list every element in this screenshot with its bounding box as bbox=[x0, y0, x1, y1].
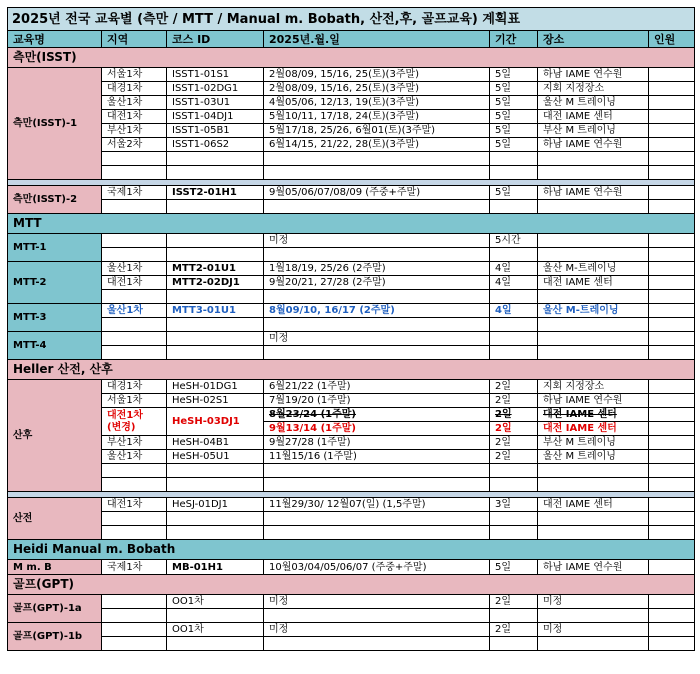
date-cell: 11월15/16 (1주말) bbox=[264, 450, 490, 464]
place-cell: 대전 IAME 센터 bbox=[538, 276, 649, 290]
period-cell: 5시간 bbox=[490, 234, 538, 248]
place-cell: 울산 M 트레이닝 bbox=[538, 96, 649, 110]
period-cell: 2일 bbox=[490, 436, 538, 450]
date-cell: 11월29/30/ 12월07(일) (1,5주말) bbox=[264, 498, 490, 512]
region-cell: 부산1차 bbox=[102, 436, 167, 450]
empty-row bbox=[8, 346, 695, 360]
period-cell: 5일 bbox=[490, 138, 538, 152]
course-id-cell: OO1차 bbox=[167, 595, 264, 609]
place-cell: 울산 M-트레이닝 bbox=[538, 262, 649, 276]
header-cell: 2025년.월.일 bbox=[264, 31, 490, 48]
table-row bbox=[8, 124, 695, 138]
date-cell: 10월03/04/05/06/07 (주중+주말) bbox=[264, 560, 490, 575]
place-cell: 하남 IAME 연수원 bbox=[538, 138, 649, 152]
region-cell: 부산1차 bbox=[102, 124, 167, 138]
header-cell: 코스 ID bbox=[167, 31, 264, 48]
changed-row-old bbox=[8, 408, 695, 422]
count-cell bbox=[649, 110, 695, 124]
table-row bbox=[8, 332, 695, 346]
period-cell: 2일 bbox=[490, 450, 538, 464]
period-cell: 2일 bbox=[490, 380, 538, 394]
table-row bbox=[8, 498, 695, 512]
place-cell: 지회 지정장소 bbox=[538, 380, 649, 394]
course-id-cell: ISST1-03U1 bbox=[167, 96, 264, 110]
date-cell: 5월17/18, 25/26, 6월01(토)(3주말) bbox=[264, 124, 490, 138]
new-period-cell: 2일 bbox=[490, 422, 538, 436]
empty-row bbox=[8, 637, 695, 651]
course-id-cell: HeSH-04B1 bbox=[167, 436, 264, 450]
old-period-cell: 2일 bbox=[490, 408, 538, 422]
region-cell: 울산1차 bbox=[102, 262, 167, 276]
region-cell: 대전1차 bbox=[102, 498, 167, 512]
period-cell: 2일 bbox=[490, 595, 538, 609]
section-title-isst: 측만(ISST) bbox=[8, 48, 695, 68]
place-cell: 대전 IAME 센터 bbox=[538, 498, 649, 512]
group-name-mtt2: MTT-2 bbox=[8, 262, 102, 304]
date-cell: 5월10/11, 17/18, 24(토)(3주말) bbox=[264, 110, 490, 124]
period-cell: 5일 bbox=[490, 560, 538, 575]
period-cell: 4일 bbox=[490, 304, 538, 318]
region-cell: 대전1차 bbox=[102, 110, 167, 124]
header-cell: 지역 bbox=[102, 31, 167, 48]
course-id-cell: HeSH-01DG1 bbox=[167, 380, 264, 394]
date-cell: 9월27/28 (1주말) bbox=[264, 436, 490, 450]
changed-course-id: HeSH-03DJ1 bbox=[167, 408, 264, 436]
region-cell: 서울1차 bbox=[102, 68, 167, 82]
table-row bbox=[8, 138, 695, 152]
period-cell: 5일 bbox=[490, 96, 538, 110]
empty-row bbox=[8, 526, 695, 540]
course-id-cell: HeSH-05U1 bbox=[167, 450, 264, 464]
place-cell: 하남 IAME 연수원 bbox=[538, 68, 649, 82]
section-row bbox=[8, 48, 695, 68]
count-cell bbox=[649, 186, 695, 200]
group-name-mtt4: MTT-4 bbox=[8, 332, 102, 360]
course-id-cell: ISST1-05B1 bbox=[167, 124, 264, 138]
count-cell bbox=[649, 82, 695, 96]
count-cell bbox=[649, 68, 695, 82]
section-row bbox=[8, 575, 695, 595]
date-cell: 2월08/09, 15/16, 25(토)(3주말) bbox=[264, 68, 490, 82]
course-id-cell: HeSH-02S1 bbox=[167, 394, 264, 408]
new-date-cell: 9월13/14 (1주말) bbox=[264, 422, 490, 436]
section-title-heller: Heller 산전, 산후 bbox=[8, 360, 695, 380]
old-date-cell: 8월23/24 (1주말) bbox=[264, 408, 490, 422]
date-cell: 8월09/10, 16/17 (2주말) bbox=[264, 304, 490, 318]
table-row bbox=[8, 560, 695, 575]
region-cell: 울산1차 bbox=[102, 96, 167, 110]
date-cell: 미정 bbox=[264, 234, 490, 248]
section-row bbox=[8, 540, 695, 560]
table-row bbox=[8, 262, 695, 276]
group-name-mtt3: MTT-3 bbox=[8, 304, 102, 332]
place-cell: 부산 M 트레이닝 bbox=[538, 124, 649, 138]
period-cell: 4일 bbox=[490, 262, 538, 276]
schedule-table bbox=[7, 7, 695, 651]
table-row bbox=[8, 82, 695, 96]
course-id-cell: OO1차 bbox=[167, 623, 264, 637]
count-cell bbox=[649, 124, 695, 138]
place-cell: 부산 M 트레이닝 bbox=[538, 436, 649, 450]
period-cell: 4일 bbox=[490, 276, 538, 290]
region-cell: 대경1차 bbox=[102, 380, 167, 394]
place-cell: 지회 지정장소 bbox=[538, 82, 649, 96]
table-row bbox=[8, 186, 695, 200]
region-cell: 서울1차 bbox=[102, 394, 167, 408]
table-row bbox=[8, 276, 695, 290]
table-row bbox=[8, 394, 695, 408]
changed-region-cell bbox=[102, 408, 167, 436]
region-cell: 서울2차 bbox=[102, 138, 167, 152]
header-cell: 기간 bbox=[490, 31, 538, 48]
table-row bbox=[8, 623, 695, 637]
section-row bbox=[8, 214, 695, 234]
course-id-cell: ISST1-06S2 bbox=[167, 138, 264, 152]
empty-row bbox=[8, 152, 695, 166]
table-row bbox=[8, 304, 695, 318]
date-cell: 6월21/22 (1주말) bbox=[264, 380, 490, 394]
course-id-cell: ISST2-01H1 bbox=[167, 186, 264, 200]
period-cell: 5일 bbox=[490, 82, 538, 96]
course-id-cell: MTT3-01U1 bbox=[167, 304, 264, 318]
group-name-isst1: 측만(ISST)-1 bbox=[8, 68, 102, 180]
table-row bbox=[8, 110, 695, 124]
group-name-sanhu: 산후 bbox=[8, 380, 102, 492]
date-cell: 9월20/21, 27/28 (2주말) bbox=[264, 276, 490, 290]
region-cell: 대전1차 bbox=[102, 276, 167, 290]
empty-row bbox=[8, 200, 695, 214]
course-id-cell: ISST1-04DJ1 bbox=[167, 110, 264, 124]
place-cell: 울산 M 트레이닝 bbox=[538, 450, 649, 464]
section-title-golf: 골프(GPT) bbox=[8, 575, 695, 595]
region-cell: 국제1차 bbox=[102, 560, 167, 575]
group-name-gpt1a: 골프(GPT)-1a bbox=[8, 595, 102, 623]
table-row bbox=[8, 436, 695, 450]
place-cell: 울산 M-트레이닝 bbox=[538, 304, 649, 318]
period-cell: 5일 bbox=[490, 124, 538, 138]
empty-row bbox=[8, 512, 695, 526]
place-cell: 미정 bbox=[538, 623, 649, 637]
course-id-cell: ISST1-01S1 bbox=[167, 68, 264, 82]
table-row bbox=[8, 234, 695, 248]
changed-region: 대전1차 bbox=[107, 409, 143, 421]
place-cell: 하남 IAME 연수원 bbox=[538, 394, 649, 408]
table-row bbox=[8, 68, 695, 82]
date-cell: 1월18/19, 25/26 (2주말) bbox=[264, 262, 490, 276]
place-cell: 하남 IAME 연수원 bbox=[538, 186, 649, 200]
course-id-cell: ISST1-02DG1 bbox=[167, 82, 264, 96]
table-row bbox=[8, 595, 695, 609]
date-cell: 미정 bbox=[264, 595, 490, 609]
title-row bbox=[8, 8, 695, 31]
date-cell: 7월19/20 (1주말) bbox=[264, 394, 490, 408]
group-name-isst2: 측만(ISST)-2 bbox=[8, 186, 102, 214]
date-cell: 6월14/15, 21/22, 28(토)(3주말) bbox=[264, 138, 490, 152]
place-cell: 미정 bbox=[538, 595, 649, 609]
page-title: 2025년 전국 교육별 (측만 / MTT / Manual m. Bobath, 산전,후, 골프교육) 계획표 bbox=[8, 8, 695, 31]
period-cell: 2일 bbox=[490, 623, 538, 637]
date-cell: 미정 bbox=[264, 332, 490, 346]
date-cell: 미정 bbox=[264, 623, 490, 637]
section-title-mtt: MTT bbox=[8, 214, 695, 234]
region-cell: 울산1차 bbox=[102, 304, 167, 318]
group-name-gpt1b: 골프(GPT)-1b bbox=[8, 623, 102, 651]
empty-row bbox=[8, 609, 695, 623]
period-cell: 5일 bbox=[490, 110, 538, 124]
changed-note: (변경) bbox=[107, 421, 136, 433]
group-name-mmb: M m. B bbox=[8, 560, 102, 575]
table-row bbox=[8, 450, 695, 464]
section-row bbox=[8, 360, 695, 380]
group-name-sanjeon: 산전 bbox=[8, 498, 102, 540]
header-cell: 인원 bbox=[649, 31, 695, 48]
header-row bbox=[8, 31, 695, 48]
empty-row bbox=[8, 464, 695, 478]
course-id-cell: MTT2-01U1 bbox=[167, 262, 264, 276]
count-cell bbox=[649, 96, 695, 110]
region-cell: 국제1차 bbox=[102, 186, 167, 200]
group-name-mtt1: MTT-1 bbox=[8, 234, 102, 262]
date-cell: 2월08/09, 15/16, 25(토)(3주말) bbox=[264, 82, 490, 96]
course-id-cell: MTT2-02DJ1 bbox=[167, 276, 264, 290]
section-title-heidi: Heidi Manual m. Bobath bbox=[8, 540, 695, 560]
count-cell bbox=[649, 138, 695, 152]
empty-row bbox=[8, 318, 695, 332]
period-cell: 2일 bbox=[490, 394, 538, 408]
new-place-cell: 대전 IAME 센터 bbox=[538, 422, 649, 436]
course-id-cell: HeSJ-01DJ1 bbox=[167, 498, 264, 512]
place-cell: 대전 IAME 센터 bbox=[538, 110, 649, 124]
course-id-cell: MB-01H1 bbox=[167, 560, 264, 575]
empty-row bbox=[8, 248, 695, 262]
empty-row bbox=[8, 166, 695, 180]
place-cell: 하남 IAME 연수원 bbox=[538, 560, 649, 575]
table-row bbox=[8, 380, 695, 394]
header-cell: 교육명 bbox=[8, 31, 102, 48]
empty-row bbox=[8, 290, 695, 304]
region-cell: 울산1차 bbox=[102, 450, 167, 464]
period-cell: 3일 bbox=[490, 498, 538, 512]
date-cell: 9월05/06/07/08/09 (주중+주말) bbox=[264, 186, 490, 200]
table-row bbox=[8, 96, 695, 110]
period-cell: 5일 bbox=[490, 68, 538, 82]
date-cell: 4월05/06, 12/13, 19(토)(3주말) bbox=[264, 96, 490, 110]
empty-row bbox=[8, 478, 695, 492]
period-cell: 5일 bbox=[490, 186, 538, 200]
header-cell: 장소 bbox=[538, 31, 649, 48]
region-cell: 대경1차 bbox=[102, 82, 167, 96]
old-place-cell: 대전 IAME 센터 bbox=[538, 408, 649, 422]
